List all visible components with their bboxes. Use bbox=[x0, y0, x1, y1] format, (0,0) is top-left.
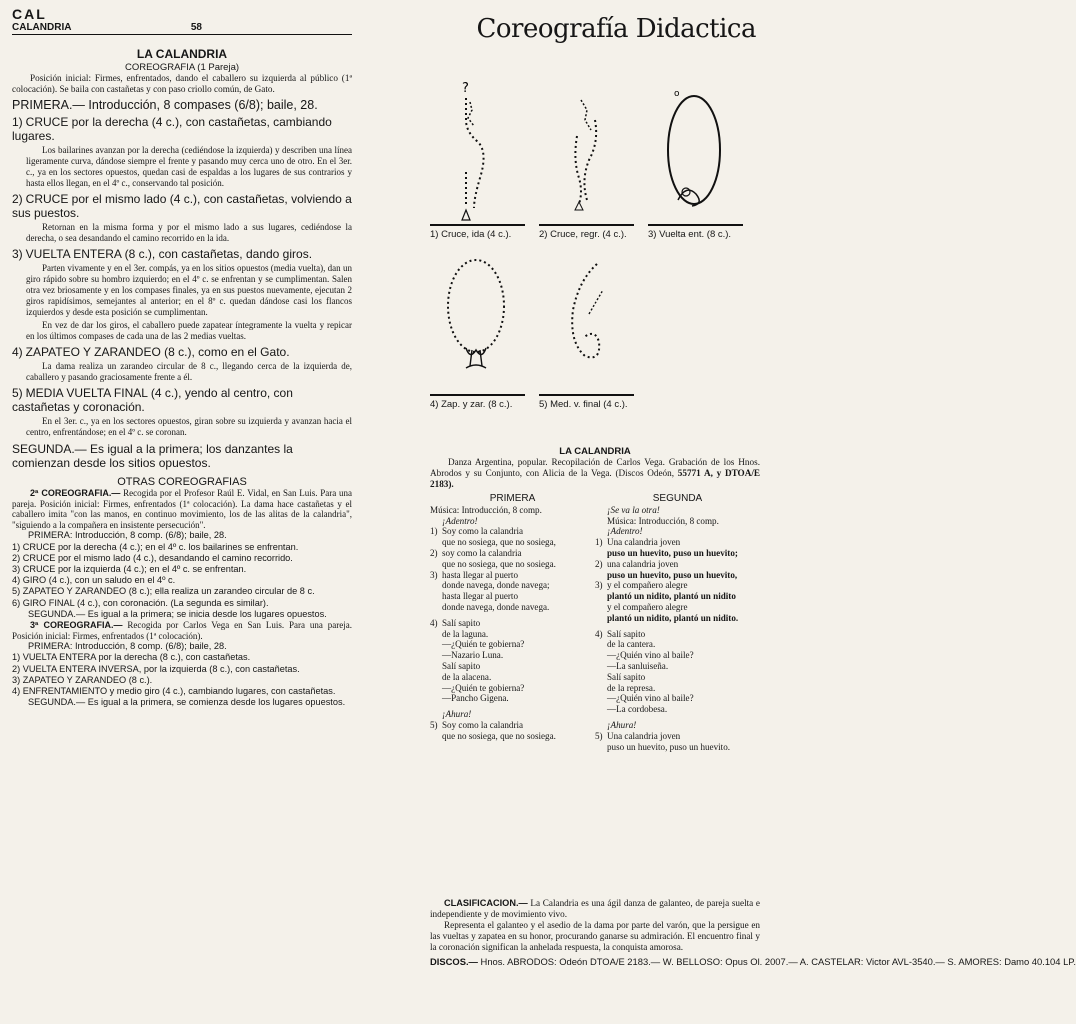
lyric-line bbox=[595, 661, 760, 672]
right-page-header bbox=[430, 14, 760, 44]
list-item: PRIMERA: Introducción, 8 comp. (6/8); baile, 28. bbox=[28, 530, 227, 541]
lyric-text: puso un huevito, puso un huevito; bbox=[607, 547, 738, 558]
lyrics-columns bbox=[430, 494, 760, 752]
step-description-extra: En vez de dar los giros, el caballero puede zapatear íntegramente la vuelta y repicar en los últimos compases de cada una de las 2 medias vueltas. bbox=[26, 320, 352, 341]
lyrics-segunda bbox=[595, 494, 760, 752]
lyric-text: y el compañero alegre bbox=[607, 580, 688, 591]
lyric-line bbox=[430, 570, 595, 581]
lyric-text: hasta llegar al puerto bbox=[442, 591, 519, 602]
lyric-line bbox=[430, 526, 595, 537]
lyric-line bbox=[595, 693, 760, 704]
figure-media-vuelta-final bbox=[539, 250, 634, 410]
path-diagram bbox=[430, 80, 525, 222]
lyric-text: ¡Ahura! bbox=[607, 719, 637, 730]
figure-vuelta-entera bbox=[648, 80, 743, 240]
lyric-text: Salí sapito bbox=[607, 628, 646, 639]
lyric-text: plantó un nidito, plantó un nidito. bbox=[607, 612, 739, 623]
figure-zapateo-zarandeo bbox=[430, 250, 525, 410]
step-description: Retornan en la misma forma y por el mismo lado a sus lugares, cediéndose la derecha, o sea desandando el camino recorrido en la ida. bbox=[26, 222, 352, 243]
lyric-line bbox=[595, 580, 760, 591]
stanza-number: 4) bbox=[430, 617, 438, 628]
classification-text-2: Representa el galanteo y el asedio de la dama por parte del varón, que la persigue en las vueltas y zapatea en su honor, procurando ganarse su admiración. El encuentro final y la coronación significan la anhelada respuesta, la conquista amorosa. bbox=[430, 920, 760, 952]
figure-caption: 4) Zap. y zar. (8 c.). bbox=[430, 399, 513, 410]
lyric-text: Salí sapito bbox=[607, 671, 646, 682]
list-item: 6) GIRO FINAL (4 c.), con coronación. (La segunda es similar). bbox=[12, 597, 269, 608]
lyric-text: Música: Introducción, 8 comp. bbox=[607, 515, 719, 526]
book-header-title: Coreografía Didactica bbox=[476, 14, 756, 44]
lyric-line bbox=[595, 602, 760, 613]
stanza-number: 2) bbox=[595, 558, 603, 569]
discos-line: DISCOS.— Hnos. ABRODOS: Odeón DTOA/E 2183.— W. BELLOSO: Opus Ol. 2007.— A. CASTELAR: Victor AVL-3540.— S. AMORES: Damo 40.104 LP. bbox=[430, 956, 1076, 967]
list-item: 1) VUELTA ENTERA por la derecha (8 c.), con castañetas. bbox=[12, 652, 251, 663]
lyric-line bbox=[430, 683, 595, 694]
list-item: SEGUNDA.— Es igual a la primera; se inicia desde los lugares opuestos. bbox=[28, 608, 327, 619]
lyric-text: Una calandria joven bbox=[607, 730, 681, 741]
choreography-figures bbox=[430, 80, 760, 410]
third-choreography-steps bbox=[12, 641, 352, 708]
lyric-text: —¿Quién te gobierna? bbox=[442, 639, 525, 650]
steps-list bbox=[12, 115, 352, 438]
stanza-number: 3) bbox=[595, 580, 603, 591]
step-description: Los bailarines avanzan por la derecha (cediéndose la izquierda) y describen una línea ligeramente curva, dándose siempre el frente y pasando muy cerca uno de otro. En el 3er. c., ya en los sectores opuestos, quedan casi de espaldas a los lugares de sus contrarios y hasta ellos llegan, en el 4º c., conservando tal posición. bbox=[26, 145, 352, 188]
stanza-number: 4) bbox=[595, 628, 603, 639]
song-intro: Danza Argentina, popular. Recopilación de Carlos Vega. Grabación de los Hnos. Abrodos y su Conjunto, con Alicia de la Vega. (Discos Odeón, 55771 A, y DTOA/E 2183). bbox=[430, 457, 761, 489]
list-item: SEGUNDA.— Es igual a la primera, se comienza desde los lugares opuestos. bbox=[28, 697, 346, 708]
lyric-text: —¿Quién te gobierna? bbox=[442, 682, 525, 693]
lyric-text: que no sosiega, que no sosiega, bbox=[442, 537, 556, 548]
classification-section bbox=[430, 898, 1076, 967]
second-choreography-text: 2ª COREOGRAFIA.— Recogida por el Profesor Raúl E. Vidal, en San Luis. Para una pareja. Posición inicial: Firmes, enfrentados (1ª colocación). La dama hace castañetas y el caballero imita "con las manos, en continuo movimiento, los de las alitas de la calandria", "siguiendo a la compañera en insistente persecución". bbox=[12, 488, 352, 530]
lyric-line bbox=[595, 613, 760, 624]
lyric-text: de la cantera. bbox=[607, 639, 656, 650]
third-choreography-text: 3ª COREOGRAFIA.— Recogida por Carlos Vega en San Luis. Para una pareja. Posición inicial: Firmes, enfrentados (1ª colocación). bbox=[12, 620, 352, 641]
list-item: PRIMERA: Introducción, 8 comp. (6/8); baile, 28. bbox=[28, 641, 227, 652]
figure-baseline bbox=[539, 394, 634, 396]
list-item: 2) CRUCE por el mismo lado (4 c.), desandando el camino recorrido. bbox=[12, 552, 293, 563]
svg-text:o: o bbox=[674, 89, 680, 99]
lyric-line bbox=[430, 650, 595, 661]
lyric-text: de la laguna. bbox=[442, 628, 489, 639]
lyric-line bbox=[595, 548, 760, 559]
lyric-line bbox=[430, 661, 595, 672]
stanza-number: 5) bbox=[430, 719, 438, 730]
dance-title: LA CALANDRIA bbox=[136, 47, 228, 61]
path-diagram bbox=[648, 80, 743, 222]
lyric-line bbox=[430, 709, 595, 720]
lyric-text: puso un huevito, puso un huevito, bbox=[607, 569, 738, 580]
lyric-text: de la alacena. bbox=[442, 671, 492, 682]
list-item: 2) VUELTA ENTERA INVERSA, por la izquierda (8 c.), con castañetas. bbox=[12, 663, 300, 674]
path-diagram bbox=[539, 250, 634, 392]
svg-text:?: ? bbox=[462, 81, 469, 96]
lyric-line bbox=[430, 672, 595, 683]
lyric-line bbox=[595, 537, 760, 548]
figure-caption: 3) Vuelta ent. (8 c.). bbox=[648, 229, 732, 240]
lyric-text: Música: Introducción, 8 comp. bbox=[430, 504, 542, 515]
lyric-text: ¡Adentro! bbox=[607, 526, 643, 537]
figure-row-2 bbox=[430, 250, 760, 410]
path-diagram bbox=[430, 250, 525, 392]
figure-caption: 1) Cruce, ida (4 c.). bbox=[430, 229, 512, 240]
lyric-line bbox=[430, 639, 595, 650]
lyric-line bbox=[430, 731, 595, 742]
figure-baseline bbox=[430, 224, 525, 226]
lyric-text: que no sosiega, que no sosiega. bbox=[442, 730, 556, 741]
song-title: LA CALANDRIA bbox=[559, 446, 631, 457]
stanza-number: 2) bbox=[430, 547, 438, 558]
lyric-line bbox=[430, 516, 595, 527]
lyric-line bbox=[595, 591, 760, 602]
lyric-text: —La cordobesa. bbox=[607, 704, 668, 715]
page-header-bar bbox=[12, 22, 352, 35]
lyric-text: Soy como la calandria bbox=[442, 526, 524, 537]
classification-text: CLASIFICACION.— La Calandria es una ágil danza de galanteo, de pareja suelta e independiente y de movimiento vivo. bbox=[430, 898, 760, 919]
lyric-text: de la represa. bbox=[607, 682, 656, 693]
list-item: 4) ENFRENTAMIENTO y medio giro (4 c.), cambiando lugares, con castañetas. bbox=[12, 686, 336, 696]
lyric-line bbox=[595, 559, 760, 570]
lyric-text: Salí sapito bbox=[442, 660, 481, 671]
lyric-line bbox=[430, 505, 595, 516]
list-item: 1) CRUCE por la derecha (4 c.); en el 4º c. los bailarines se enfrentan. bbox=[12, 541, 299, 552]
lyric-line bbox=[595, 639, 760, 650]
stanza-number: 5) bbox=[595, 730, 603, 741]
step-heading: 2) CRUCE por el mismo lado (4 c.), con castañetas, volviendo a sus puestos. bbox=[12, 192, 352, 220]
step-description: En el 3er. c., ya en los sectores opuestos, giran sobre su izquierda y avanzan hacia el centro, enfrentándose; en el 4º c. se coronan. bbox=[26, 416, 352, 437]
lyric-text: soy como la calandria bbox=[442, 547, 522, 558]
lyric-text: —Nazario Luna. bbox=[442, 650, 504, 661]
lyric-line bbox=[595, 650, 760, 661]
lyrics-primera bbox=[430, 494, 595, 752]
figure-cruce-regreso bbox=[539, 80, 634, 240]
lyric-text: Salí sapito bbox=[442, 617, 481, 628]
stanza-number: 1) bbox=[430, 526, 438, 537]
lyric-line bbox=[595, 505, 760, 516]
lyric-text: hasta llegar al puerto bbox=[442, 569, 519, 580]
initial-position-text: Posición inicial: Firmes, enfrentados, dando el caballero su izquierda al público (1ª colocación). Se baila con castañetas y con paso criollo común, de Gato. bbox=[12, 73, 352, 94]
figure-row-1 bbox=[430, 80, 760, 240]
lyric-line bbox=[595, 683, 760, 694]
page-number: 58 bbox=[190, 22, 202, 33]
list-item: 3) ZAPATEO Y ZARANDEO (8 c.). bbox=[12, 674, 153, 685]
lyric-text: plantó un nidito, plantó un nidito bbox=[607, 591, 736, 602]
lyric-text: —¿Quién vino al baile? bbox=[607, 693, 694, 704]
second-choreography-steps bbox=[12, 530, 352, 620]
running-head-keyword: CAL bbox=[12, 6, 47, 22]
lyric-line bbox=[430, 559, 595, 570]
lyric-text: donde navega, donde navega. bbox=[442, 601, 550, 612]
lyric-text: puso un huevito, puso un huevito. bbox=[607, 741, 731, 752]
list-item: 3) CRUCE por la izquierda (4 c.); en el 4º c. se enfrentan. bbox=[12, 563, 247, 574]
lyric-text: que no sosiega, que no sosiega. bbox=[442, 558, 556, 569]
lyric-line bbox=[595, 516, 760, 527]
lyric-line bbox=[430, 602, 595, 613]
figure-caption: 2) Cruce, regr. (4 c.). bbox=[539, 229, 627, 240]
lyric-text: ¡Ahura! bbox=[442, 709, 472, 720]
lyric-text: Una calandria joven bbox=[607, 537, 681, 548]
lyric-text: —¿Quién vino al baile? bbox=[607, 650, 694, 661]
figure-cruce-ida bbox=[430, 80, 525, 240]
lyric-text: —Pancho Gigena. bbox=[442, 693, 509, 704]
lyric-line bbox=[595, 672, 760, 683]
figure-baseline bbox=[539, 224, 634, 226]
lyric-line bbox=[595, 526, 760, 537]
lyric-line bbox=[595, 570, 760, 581]
other-choreographies-heading: OTRAS COREOGRAFIAS bbox=[117, 476, 247, 488]
song-block bbox=[430, 446, 760, 752]
lyric-line bbox=[595, 731, 760, 742]
left-page bbox=[12, 4, 352, 708]
lyric-line bbox=[595, 629, 760, 640]
step-description: Parten vivamente y en el 3er. compás, ya en los sitios opuestos (media vuelta), dan un giro rápido sobre su hombro izquierdo; en el 4º c. se enfrentan y se cumplimentan. Salen otra vez briosamente y en los compases finales, ya en sus puestos nuevamente, ejecutan 2 giros rapidísimos, semejantes al anterior; en el 8º c. quedan dándose casi los flancos izquierdos y desde esta posición se cumplimentan. bbox=[26, 263, 352, 317]
lyric-line bbox=[430, 720, 595, 731]
lyric-text: una calandria joven bbox=[607, 558, 679, 569]
list-item: 4) GIRO (4 c.), con un saludo en el 4º c. bbox=[12, 575, 176, 586]
column-heading: SEGUNDA bbox=[652, 493, 703, 504]
lyric-line bbox=[595, 720, 760, 731]
lyric-line bbox=[430, 618, 595, 629]
lyric-line bbox=[430, 591, 595, 602]
stanza-number: 3) bbox=[430, 569, 438, 580]
lyric-text: ¡Se va la otra! bbox=[607, 504, 660, 515]
segunda-text: SEGUNDA.— Es igual a la primera; los danzantes la comienzan desde los sitios opuestos. bbox=[12, 442, 293, 470]
figure-baseline bbox=[648, 224, 743, 226]
lyric-line bbox=[430, 693, 595, 704]
lyric-line bbox=[430, 580, 595, 591]
lyric-text: donde navega, donde navega; bbox=[442, 580, 550, 591]
path-diagram bbox=[539, 80, 634, 222]
figure-baseline bbox=[430, 394, 525, 396]
lyric-line bbox=[595, 704, 760, 715]
step-heading: 3) VUELTA ENTERA (8 c.), con castañetas, dando giros. bbox=[12, 247, 313, 261]
choreography-subtitle: COREOGRAFIA (1 Pareja) bbox=[124, 62, 240, 73]
lyric-text: —La sanluiseña. bbox=[607, 660, 669, 671]
lyric-line bbox=[430, 629, 595, 640]
lyric-line bbox=[430, 548, 595, 559]
lyric-text: ¡Adentro! bbox=[442, 515, 478, 526]
step-heading: 4) ZAPATEO Y ZARANDEO (8 c.), como en el Gato. bbox=[12, 345, 290, 359]
lyric-line bbox=[595, 742, 760, 753]
stanza-number: 1) bbox=[595, 537, 603, 548]
primera-heading: PRIMERA.— Introducción, 8 compases (6/8); baile, 28. bbox=[12, 98, 318, 112]
column-heading: PRIMERA bbox=[489, 493, 536, 504]
lyric-text: Soy como la calandria bbox=[442, 719, 524, 730]
step-heading: 1) CRUCE por la derecha (4 c.), con castañetas, cambiando lugares. bbox=[12, 115, 332, 143]
step-heading: 5) MEDIA VUELTA FINAL (4 c.), yendo al centro, con castañetas y coronación. bbox=[12, 386, 293, 414]
section-label: CALANDRIA bbox=[12, 22, 72, 33]
lyric-text: y el compañero alegre bbox=[607, 601, 688, 612]
list-item: 5) ZAPATEO Y ZARANDEO (8 c.); ella realiza un zarandeo circular de 8 c. bbox=[12, 586, 315, 597]
step-description: La dama realiza un zarandeo circular de 8 c., llegando cerca de la izquierda de, caballero y pasando graciosamente frente a él. bbox=[26, 361, 352, 382]
lyric-line bbox=[430, 537, 595, 548]
figure-caption: 5) Med. v. final (4 c.). bbox=[539, 399, 628, 410]
